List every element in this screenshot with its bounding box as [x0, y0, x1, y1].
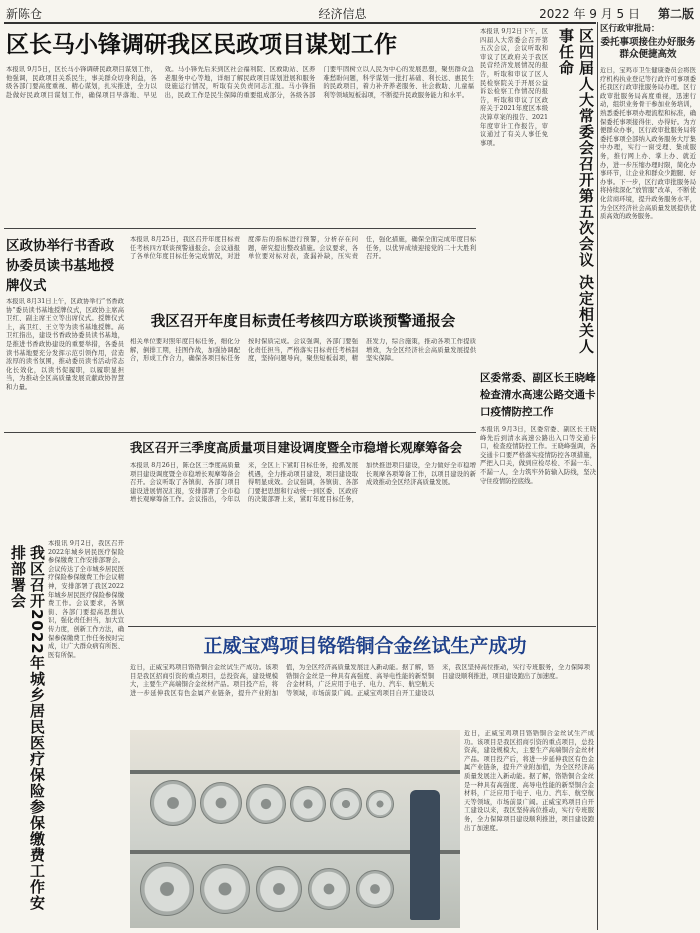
assessment-article-intro: 本报讯 8月25日，我区召开年度目标责任考核四方联谈预警通报会。会议通报了各单位年度目标任务完成情况，对进度滞后的指标进行预警，分析存在问题，研究提出整改措施。会议要求，各单位要对标对表，查漏补缺，压实责任，强化措施，确保全面完成年度目标任务，以优异成绩迎接党的二十大胜利召开。: [130, 236, 476, 261]
assessment-headline: 我区召开年度目标责任考核四方联谈预警通报会: [150, 314, 456, 330]
insurance-article-body: 本报讯 9月2日，我区召开2022年城乡居民医疗保险参保缴费工作安排部署会。会议传达了全市城乡居民医疗保险参保缴费工作会议精神，安排部署了我区2022年城乡居民医疗保险参保缴费工作。会议要求，各镇街、各部门要提高思想认识，强化责任担当，加大宣传力度，创新工作方法，确保参保缴费工作任务按时完成，让广大群众病有所医、医有所保。: [48, 540, 124, 659]
section-name: 经济信息: [318, 6, 367, 21]
congress-article-body: 本报讯 9月2日下午，区四届人大常委会召开第五次会议，会议听取和审议了区政府关于我区民营经济发展情况的报告，听取和审议了区人民检察院关于开展公益诉讼检察工作情况的报告，听取和审议了区政府关于2021年度区本级决算草案的报告、2021年度审计工作报告，审议通过了有关人事任免事项。: [480, 28, 548, 147]
zhengwei-article-body: 近日，正威宝鸡项目铬锆铜合金丝试生产成功。该项目是我区招商引资的重点项目，总投资高，建设规模大，主要生产高端铜合金丝材产品。项目投产后，将进一步延伸我区有色金属产业链条，提升产业附加值，为全区经济高质量发展注入新动能。据了解，铬锆铜合金丝是一种具有高强度、高导电性能的新型铜合金材料，广泛应用于电子、电力、汽车、航空航天等领域，市场前景广阔。正威宝鸡项目自开工建设以来，我区坚持高位推动，实行专班服务，全力保障项目建设顺利推进，项目建设跑出了加速度。: [464, 730, 594, 832]
sidebar: [600, 22, 696, 930]
epidemic-headline: 区委常委、副区长王晓峰检查清水高速公路交通卡口疫情防控工作: [480, 372, 596, 418]
cppcc-headline: 区政协举行书香政协委员读书基地授牌仪式: [6, 238, 114, 294]
issue-date: 2022 年 9 月 5 日: [539, 6, 640, 21]
paper-name: 新陈仓: [6, 6, 43, 21]
page-number: 第二版: [657, 6, 694, 21]
assessment-article-body: 相关单位要对照年度目标任务，细化分解，倒排工期，挂图作战，加强协调配合，形成工作合力，确保各项目标任务按时保质完成。会议强调，各部门要强化责任担当，严格落实目标责任考核制度，坚持问题导向，聚焦短板弱项，精准发力，综合施策，推动各项工作提质增效，为全区经济社会高质量发展提供坚实保障。: [130, 338, 476, 363]
zhengwei-article-intro: 近日，正威宝鸡项目铬锆铜合金丝试生产成功。该项目是我区招商引资的重点项目，总投资高，建设规模大，主要生产高端铜合金丝材产品。项目投产后，将进一步延伸我区有色金属产业链条，提升产业附加值，为全区经济高质量发展注入新动能。据了解，铬锆铜合金丝是一种具有高强度、高导电性能的新型铜合金材料，广泛应用于电子、电力、汽车、航空航天等领域，市场前景广阔。正威宝鸡项目自开工建设以来，我区坚持高位推动，实行专班服务，全力保障项目建设顺利推进，项目建设跑出了加速度。: [130, 664, 590, 697]
sidebar-headline: 委托事项接住办好服务群众便捷高效: [600, 37, 696, 60]
lead-article-body: 本报讯 9月5日，区长马小锋调研民政项目谋划工作，他强调，民政项目关系民生，事关群众切身利益，各级各部门要高度重视、精心谋划，扎实推进，全力以赴做好民政项目谋划工作，确保项目早落地、早见效。马小锋先后来到区社会福利院、区救助站、区养老服务中心等地，详细了解民政项目谋划进展和服务设施运行情况，听取有关负责同志汇报。马小锋指出，民政工作是民生保障的重要组成部分，各级各部门要牢固树立以人民为中心的发展思想，聚焦群众急难愁盼问题，科学谋划一批打基础、利长远、惠民生的民政项目，着力补齐养老服务、社会救助、儿童福利等领域短板弱项，不断提升民政服务能力和水平。: [6, 66, 474, 99]
cppcc-article-body: 本报讯 8月31日上午，区政协举行“书香政协”委员读书基地授牌仪式，区政协主席高卫红、副主席王立等出席仪式。授牌仪式上，高卫红、王立等为读书基地授牌。高卫红指出，建设书香政协委员读书基地，是推进书香政协建设的重要举措，各委员读书基地要充分发挥示范引领作用，营造浓厚的读书氛围，推动委员读书活动常态化长效化，以读书促履职，以履职显担当，为推动全区高质量发展贡献政协智慧和力量。: [6, 298, 124, 391]
masthead-rule: [4, 22, 596, 24]
masthead: [6, 4, 694, 22]
divider: [128, 626, 596, 627]
project-article-body: 本报讯 8月26日，陈仓区三季度高质量项目建设调度暨全市稳增长观摩筹备会召开。会议听取了各镇街、各部门项目建设进展情况汇报，安排部署了全市稳增长观摩筹备工作。会议指出，今年以来，全区上下紧盯目标任务，抢抓发展机遇，全力推动项目建设，项目建设取得明显成效。会议强调，各镇街、各部门要把思想和行动统一到区委、区政府的决策部署上来，紧盯年度目标任务，加快推进项目建设，全力做好全市稳增长观摩各项筹备工作，以项目建设的新成效推动全区经济高质量发展。: [130, 462, 476, 504]
congress-headline: 区四届人大常委会召开第五次会议 决定相关人事任命: [557, 28, 595, 355]
lead-headline: 区长马小锋调研我区民政项目谋划工作: [6, 32, 397, 58]
sidebar-article-body: 近日，宝鸡市卫生健康委员会将医疗机构执业登记等行政许可事项委托我区行政审批服务局办理。区行政审批服务局高度重视，迅速行动，组织业务骨干参加业务培训，熟悉委托事项办理流程和标准，确保委托事项接得住、办得好。为方便群众办事，区行政审批服务局将委托事项全部纳入政务服务大厅集中办理，实行一窗受理、集成服务，推行网上办、掌上办、就近办，进一步压缩办理时限，简化办事环节，让企业和群众少跑腿、好办事。下一步，区行政审批服务局将持续深化“放管服”改革，不断优化营商环境，提升政务服务水平，为全区经济社会高质量发展提供优质高效的政务服务。: [600, 67, 696, 221]
insurance-headline: 我区召开2022年城乡居民医疗保险参保缴费工作安排部署会: [9, 545, 46, 911]
sidebar-title: 区行政审批局：: [600, 24, 660, 34]
divider: [4, 432, 476, 433]
sidebar-rule: [597, 22, 598, 930]
epidemic-article-body: 本报讯 9月3日，区委常委、副区长王晓峰先后到清水高速公路出入口等交通卡口，检查疫情防控工作。王晓峰强调，各交通卡口要严格落实疫情防控各项措施，严把入口关，做到应检尽检、不漏一车、不漏一人，全力筑牢外防输入防线，坚决守住疫情防控底线。: [480, 426, 596, 485]
factory-photo: [130, 730, 460, 928]
project-headline: 我区召开三季度高质量项目建设调度暨全市稳增长观摩筹备会: [130, 441, 463, 455]
zhengwei-headline: 正威宝鸡项目铬锆铜合金丝试生产成功: [203, 635, 527, 657]
divider: [4, 228, 476, 229]
